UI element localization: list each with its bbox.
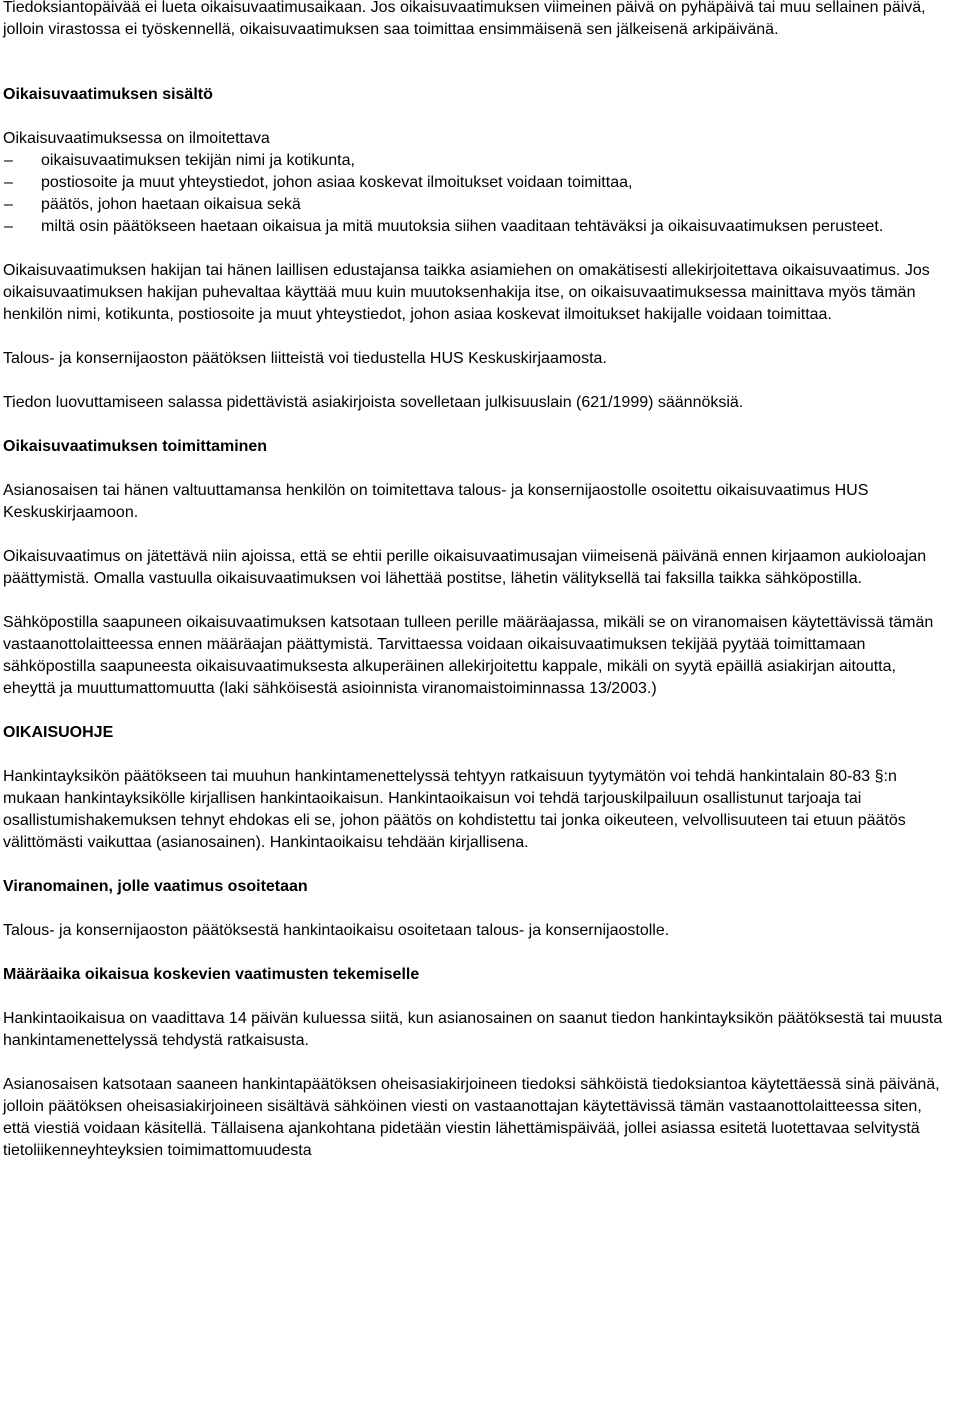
heading-maaraaika: Määräaika oikaisua koskevien vaatimusten tekemiselle <box>3 966 420 983</box>
sisalto-list <box>3 150 948 238</box>
dash-bullet-icon: – <box>4 218 13 235</box>
section-sisalto <box>3 84 948 414</box>
section-toimittaminen <box>3 436 948 700</box>
section-oikaisuohje <box>3 722 948 854</box>
section-viranomainen <box>3 876 948 942</box>
dash-bullet-icon: – <box>4 196 13 213</box>
list-item: – oikaisuvaatimuksen tekijän nimi ja kotikunta, <box>3 150 948 172</box>
toimittaminen-paragraph: Sähköpostilla saapuneen oikaisuvaatimuksen katsotaan tulleen perille määräajassa, mikäli se on viranomaisen käytettävissä tämän vastaanottolaitteessa ennen määräajan päättymistä. Tarvittaessa voidaan oikaisuvaatimuksen tekijää pyytää toimittamaan sähköpostilla saapuneesta oikaisuvaatimuksesta alkuperäinen allekirjoitettu kappale, mikäli on syytä epäillä asiakirjan aitoutta, eheyttä ja muuttumattomuutta (laki sähköisestä asioinnista viranomaistoiminnassa 13/2003.) <box>3 614 934 697</box>
toimittaminen-paragraph: Oikaisuvaatimus on jätettävä niin ajoissa, että se ehtii perille oikaisuvaatimusajan viimeisenä päivänä ennen kirjaamon aukioloajan päättymistä. Omalla vastuulla oikaisuvaatimuksen voi lähettää postitse, lähetin välityksellä tai faksilla taikka sähköpostilla. <box>3 548 927 587</box>
oikaisuohje-paragraph: Hankintayksikön päätökseen tai muuhun hankintamenettelyssä tehtyyn ratkaisuun tyytymätön voi tehdä hankintalain 80-83 §:n mukaan hankintayksikölle kirjallisen hankintaoikaisun. Hankintaoikaisun voi tehdä tarjouskilpailuun osallistunut tarjoaja tai osallistumishakemuksen tehnyt ehdokas eli se, johon päätös on kohdistettu tai jonka oikeuteen, velvollisuuteen tai etuun päätös välittömästi vaikuttaa (asianosainen). Hankintaoikaisu tehdään kirjallisena. <box>3 768 906 851</box>
sisalto-paragraph: Talous- ja konsernijaoston päätöksen liitteistä voi tiedustella HUS Keskuskirjaamosta. <box>3 350 607 367</box>
document-page <box>3 0 948 1184</box>
heading-oikaisuohje: OIKAISUOHJE <box>3 724 114 741</box>
list-item: – postiosoite ja muut yhteystiedot, johon asiaa koskevat ilmoitukset voidaan toimittaa, <box>3 172 948 194</box>
heading-toimittaminen: Oikaisuvaatimuksen toimittaminen <box>3 438 268 455</box>
heading-viranomainen: Viranomainen, jolle vaatimus osoitetaan <box>3 878 308 895</box>
sisalto-paragraph: Oikaisuvaatimuksen hakijan tai hänen laillisen edustajansa taikka asiamiehen on omakätisesti allekirjoitettava oikaisuvaatimus. Jos oikaisuvaatimuksen hakijan puhevaltaa käyttää muu kuin muutoksenhakija itse, on oikaisuvaatimuksessa mainittava myös tämän henkilön nimi, kotikunta, postiosoite ja muut yhteystiedot, johon asiaa koskevat ilmoitukset hakijalle voidaan toimittaa. <box>3 262 930 323</box>
toimittaminen-paragraph: Asianosaisen tai hänen valtuuttamansa henkilön on toimitettava talous- ja konsernijaostolle osoitettu oikaisuvaatimus HUS Keskuskirjaamoon. <box>3 482 869 521</box>
maaraaika-paragraph: Hankintaoikaisua on vaadittava 14 päivän kuluessa siitä, kun asianosainen on saanut tiedon hankintayksikön päätöksestä tai muusta hankintamenettelyssä tehdystä ratkaisusta. <box>3 1010 943 1049</box>
dash-bullet-icon: – <box>4 174 13 191</box>
viranomainen-paragraph: Talous- ja konsernijaoston päätöksestä hankintaoikaisu osoitetaan talous- ja konsernijaostolle. <box>3 922 670 939</box>
intro-paragraph: Tiedoksiantopäivää ei lueta oikaisuvaatimusaikaan. Jos oikaisuvaatimuksen viimeinen päivä on pyhäpäivä tai muu sellainen päivä, jolloin virastossa ei työskennellä, oikaisuvaatimuksen saa toimittaa ensimmäisenä sen jälkeisenä arkipäivänä. <box>3 0 926 38</box>
section-maaraaika <box>3 964 948 1162</box>
dash-bullet-icon: – <box>4 152 13 169</box>
heading-sisalto: Oikaisuvaatimuksen sisältö <box>3 86 213 103</box>
list-item: – päätös, johon haetaan oikaisua sekä <box>3 194 948 216</box>
sisalto-lead: Oikaisuvaatimuksessa on ilmoitettava <box>3 130 270 147</box>
sisalto-paragraph: Tiedon luovuttamiseen salassa pidettävistä asiakirjoista sovelletaan julkisuuslain (621/1999) säännöksiä. <box>3 394 744 411</box>
list-item: – miltä osin päätökseen haetaan oikaisua ja mitä muutoksia siihen vaaditaan tehtäväksi ja oikaisuvaatimuksen perusteet. <box>3 216 948 238</box>
maaraaika-paragraph: Asianosaisen katsotaan saaneen hankintapäätöksen oheisasiakirjoineen tiedoksi sähköistä tiedoksiantoa käytettäessä sinä päivänä, jolloin päätöksen oheisasiakirjoineen sisältävä sähköinen viesti on vastaanottajan käytettävissä tämän vastaanottolaitteessa siten, että viestiä voidaan käsitellä. Tällaisena ajankohtana pidetään viestin lähettämispäivää, jollei asiassa esitetä luotettavaa selvitystä tietoliikenneyhteyksien toimimattomuudesta <box>3 1076 940 1159</box>
